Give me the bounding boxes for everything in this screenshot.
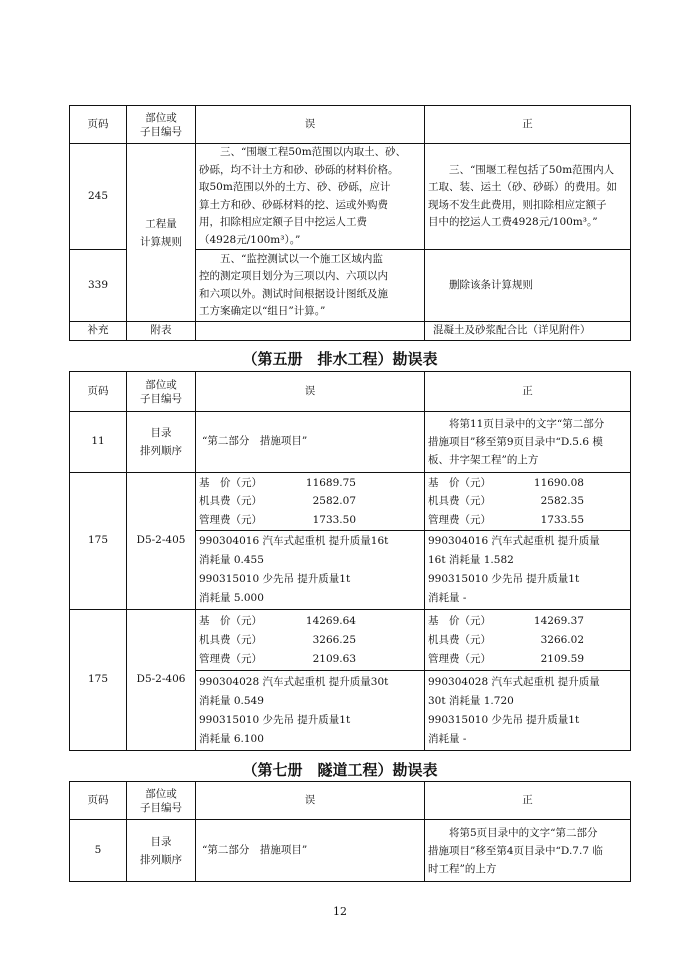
header-wrong: 误 (196, 106, 425, 144)
table-row (70, 412, 631, 473)
cost-label: 管理费（元） (199, 652, 262, 665)
page-cell: 11 (70, 412, 127, 473)
wrong-cell: “第二部分 措施项目” (196, 820, 425, 882)
right-cell: 三、“围堰工程包括了50m范围内人 工取、装、运土（砂、砂砾）的费用。如 现场不发生此费用，则扣除相应定额子 目中的挖运人工费4928元/100m³。” (425, 144, 631, 250)
cost-label: 基 价（元） (199, 614, 262, 627)
header-right: 正 (425, 372, 631, 412)
header-page: 页码 (70, 106, 127, 144)
table-row (70, 610, 631, 671)
wrong-cell: 三、“围堰工程50m范围以内取土、砂、 砂砾，均不计土方和砂、砂砾的材料价格。 取50m范围以外的土方、砂、砂砾，应计 算土方和砂、砂砾材料的挖、运或外购费 用，扣除相应定额子目中挖运人工费 （4928元/100m³）。” (196, 144, 425, 250)
part-cell: 目录 排列顺序 (127, 412, 196, 473)
cost-label: 管理费（元） (428, 652, 491, 665)
header-page: 页码 (70, 372, 127, 412)
cost-label: 基 价（元） (428, 476, 491, 489)
cost-value: 14269.64 (305, 614, 356, 627)
cost-value: 2582.07 (312, 495, 356, 508)
right-cell: 删除该条计算规则 (425, 250, 631, 322)
part-cell: 目录 排列顺序 (127, 820, 196, 882)
part-cell: 附表 (127, 322, 196, 341)
cost-value: 14269.37 (533, 614, 584, 627)
wrong-costs-cell (196, 610, 425, 671)
errata-table-continued (69, 105, 631, 341)
page-cell: 245 (70, 144, 127, 250)
page-cell: 5 (70, 820, 127, 882)
header-wrong: 误 (196, 782, 425, 820)
header-page: 页码 (70, 782, 127, 820)
wrong-cell: 五、“监控测试以一个施工区域内监 控的测定项目划分为三项以内、六项以内 和六项以外。测试时间根据设计图纸及施 工方案确定以“组日”计算。” (196, 250, 425, 322)
right-costs-cell (425, 610, 631, 671)
right-items-cell: 990304016 汽车式起重机 提升质量 16t 消耗量 1.582 990315010 少先吊 提升质量1t 消耗量 - (425, 531, 631, 610)
page-cell: 339 (70, 250, 127, 322)
wrong-items-cell: 990304016 汽车式起重机 提升质量16t 消耗量 0.455 990315010 少先吊 提升质量1t 消耗量 5.000 (196, 531, 425, 610)
part-cell: D5-2-405 (127, 473, 196, 610)
page-cell: 175 (70, 610, 127, 751)
right-cell: 将第11页目录中的文字“第二部分 措施项目”移至第9页目录中“D.5.6 模 板、井字架工程”的上方 (425, 412, 631, 473)
cost-label: 管理费（元） (428, 513, 491, 526)
cost-value: 1733.50 (312, 513, 356, 526)
section-title-drainage: （第五册 排水工程）勘误表 (242, 350, 438, 368)
header-right: 正 (425, 106, 631, 144)
table-header-row (70, 106, 631, 144)
page-cell: 补充 (70, 322, 127, 341)
header-part: 部位或 子目编号 (127, 106, 196, 144)
table-header-row (70, 372, 631, 412)
page-cell: 175 (70, 473, 127, 610)
table-row (70, 322, 631, 341)
page-number: 12 (333, 905, 347, 918)
right-cell: 混凝土及砂浆配合比（详见附件） (425, 322, 631, 341)
header-right: 正 (425, 782, 631, 820)
table-row (70, 144, 631, 250)
cost-label: 机具费（元） (428, 633, 491, 646)
header-part: 部位或 子目编号 (127, 782, 196, 820)
table-header-row (70, 782, 631, 820)
part-cell: D5-2-406 (127, 610, 196, 751)
cost-label: 基 价（元） (428, 614, 491, 627)
part-cell: 工程量 计算规则 (127, 144, 196, 322)
header-wrong: 误 (196, 372, 425, 412)
cost-label: 基 价（元） (199, 476, 262, 489)
wrong-cell: “第二部分 措施项目” (196, 412, 425, 473)
cost-label: 机具费（元） (428, 495, 491, 508)
cost-label: 机具费（元） (199, 495, 262, 508)
table-row (70, 820, 631, 882)
cost-value: 1733.55 (540, 513, 584, 526)
table-row (70, 473, 631, 531)
cost-value: 2109.59 (540, 652, 584, 665)
cost-value: 3266.25 (312, 633, 356, 646)
errata-table-tunnel (69, 781, 631, 882)
cost-label: 机具费（元） (199, 633, 262, 646)
section-title-tunnel: （第七册 隧道工程）勘误表 (242, 761, 438, 779)
cost-value: 11690.08 (533, 476, 584, 489)
cost-value: 2109.63 (312, 652, 356, 665)
errata-table-drainage (69, 371, 631, 751)
cost-value: 11689.75 (305, 476, 356, 489)
wrong-items-cell: 990304028 汽车式起重机 提升质量30t 消耗量 0.549 990315010 少先吊 提升质量1t 消耗量 6.100 (196, 671, 425, 751)
cost-label: 管理费（元） (199, 513, 262, 526)
cost-value: 3266.02 (540, 633, 584, 646)
right-costs-cell (425, 473, 631, 531)
wrong-costs-cell (196, 473, 425, 531)
wrong-cell (196, 322, 425, 341)
header-part: 部位或 子目编号 (127, 372, 196, 412)
cost-value: 2582.35 (540, 495, 584, 508)
right-cell: 将第5页目录中的文字“第二部分 措施项目”移至第4页目录中“D.7.7 临 时工程”的上方 (425, 820, 631, 882)
right-items-cell: 990304028 汽车式起重机 提升质量 30t 消耗量 1.720 990315010 少先吊 提升质量1t 消耗量 - (425, 671, 631, 751)
